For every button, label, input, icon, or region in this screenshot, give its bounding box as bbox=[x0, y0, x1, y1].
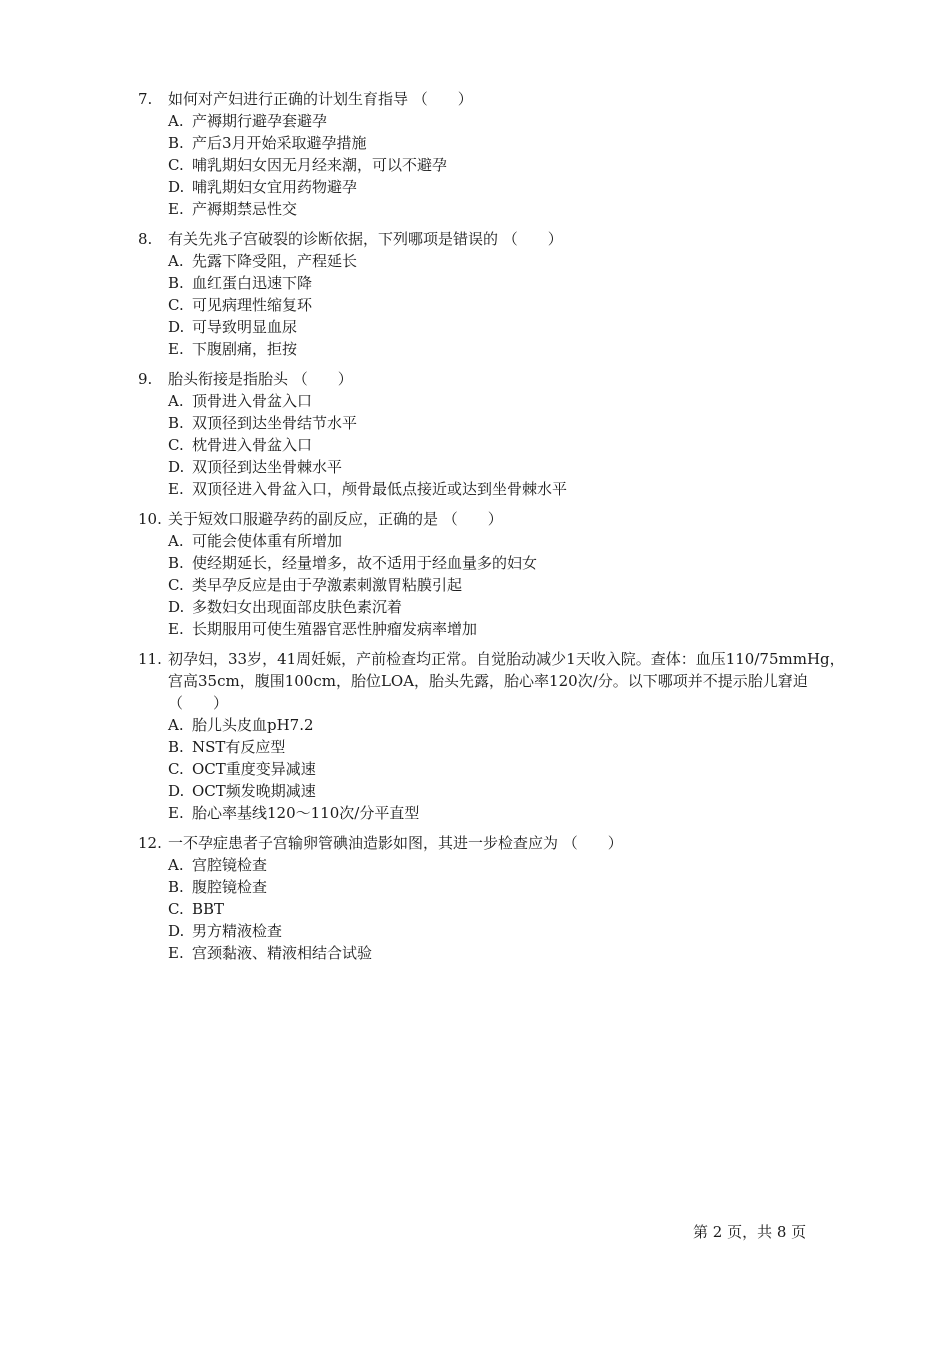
option-text: OCT频发晚期减速 bbox=[192, 782, 316, 800]
option-b bbox=[168, 552, 850, 574]
option-e bbox=[168, 618, 850, 640]
question-stem: 如何对产妇进行正确的计划生育指导 （ ） bbox=[168, 90, 473, 108]
option-label: E. bbox=[168, 620, 184, 638]
question-stem: 初孕妇，33岁，41周妊娠，产前检查均正常。自觉胎动减少1天收入院。查体：血压110/75mmHg，宫高35cm，腹围100cm，胎位LOA，胎头先露，胎心率120次/分。以下哪项并不提示胎儿窘迫 （ ） bbox=[168, 650, 845, 712]
option-a bbox=[168, 250, 850, 272]
option-text: 腹腔镜检查 bbox=[192, 878, 268, 896]
option-text: 产后3月开始采取避孕措施 bbox=[192, 134, 367, 152]
option-label: A. bbox=[168, 392, 184, 410]
option-e bbox=[168, 478, 850, 500]
option-text: 产褥期禁忌性交 bbox=[192, 200, 298, 218]
option-list bbox=[168, 854, 850, 964]
question-stem: 胎头衔接是指胎头 （ ） bbox=[168, 370, 353, 388]
option-a bbox=[168, 714, 850, 736]
option-label: C. bbox=[168, 436, 184, 454]
option-text: 先露下降受阻，产程延长 bbox=[192, 252, 358, 270]
option-label: A. bbox=[168, 716, 184, 734]
option-list bbox=[168, 714, 850, 824]
option-text: 男方精液检查 bbox=[192, 922, 283, 940]
option-text: 双顶径到达坐骨棘水平 bbox=[192, 458, 343, 476]
question-number: 12. bbox=[138, 834, 162, 852]
question-list bbox=[138, 88, 850, 972]
question-number: 7. bbox=[138, 90, 153, 108]
option-b bbox=[168, 736, 850, 758]
option-label: B. bbox=[168, 414, 184, 432]
option-label: D. bbox=[168, 782, 185, 800]
option-c bbox=[168, 898, 850, 920]
option-e bbox=[168, 942, 850, 964]
option-text: 胎心率基线120～110次/分平直型 bbox=[192, 804, 420, 822]
option-c bbox=[168, 154, 850, 176]
option-label: C. bbox=[168, 900, 184, 918]
page-number-footer: 第 2 页，共 8 页 bbox=[693, 1223, 807, 1241]
option-label: C. bbox=[168, 576, 184, 594]
option-text: 双顶径到达坐骨结节水平 bbox=[192, 414, 358, 432]
option-label: B. bbox=[168, 554, 184, 572]
option-c bbox=[168, 574, 850, 596]
option-label: D. bbox=[168, 178, 185, 196]
option-label: E. bbox=[168, 944, 184, 962]
question-10 bbox=[138, 508, 850, 640]
option-text: 顶骨进入骨盆入口 bbox=[192, 392, 313, 410]
option-label: C. bbox=[168, 296, 184, 314]
option-label: D. bbox=[168, 922, 185, 940]
question-number: 8. bbox=[138, 230, 153, 248]
option-label: B. bbox=[168, 134, 184, 152]
option-label: A. bbox=[168, 112, 184, 130]
option-text: 胎儿头皮血pH7.2 bbox=[192, 716, 314, 734]
question-stem: 关于短效口服避孕药的副反应，正确的是 （ ） bbox=[168, 510, 503, 528]
question-number: 11. bbox=[138, 650, 162, 668]
option-a bbox=[168, 854, 850, 876]
option-list bbox=[168, 530, 850, 640]
option-label: D. bbox=[168, 318, 185, 336]
option-text: 宫颈黏液、精液相结合试验 bbox=[192, 944, 373, 962]
option-text: 可导致明显血尿 bbox=[192, 318, 298, 336]
option-label: D. bbox=[168, 598, 185, 616]
question-9 bbox=[138, 368, 850, 500]
option-text: 可见病理性缩复环 bbox=[192, 296, 313, 314]
option-text: 宫腔镜检查 bbox=[192, 856, 268, 874]
option-label: D. bbox=[168, 458, 185, 476]
option-e bbox=[168, 198, 850, 220]
option-d bbox=[168, 316, 850, 338]
option-d bbox=[168, 780, 850, 802]
option-text: 多数妇女出现面部皮肤色素沉着 bbox=[192, 598, 403, 616]
option-text: BBT bbox=[192, 900, 225, 918]
option-label: C. bbox=[168, 156, 184, 174]
option-b bbox=[168, 412, 850, 434]
question-number: 9. bbox=[138, 370, 153, 388]
option-label: B. bbox=[168, 274, 184, 292]
option-text: 哺乳期妇女因无月经来潮，可以不避孕 bbox=[192, 156, 448, 174]
question-stem: 一不孕症患者子宫输卵管碘油造影如图，其进一步检查应为 （ ） bbox=[168, 834, 623, 852]
question-7 bbox=[138, 88, 850, 220]
option-label: E. bbox=[168, 340, 184, 358]
option-text: 下腹剧痛，拒按 bbox=[192, 340, 298, 358]
option-label: E. bbox=[168, 480, 184, 498]
option-label: A. bbox=[168, 856, 184, 874]
option-text: 血红蛋白迅速下降 bbox=[192, 274, 313, 292]
question-8 bbox=[138, 228, 850, 360]
option-a bbox=[168, 530, 850, 552]
option-label: A. bbox=[168, 532, 184, 550]
option-e bbox=[168, 802, 850, 824]
option-d bbox=[168, 456, 850, 478]
option-text: OCT重度变异减速 bbox=[192, 760, 316, 778]
option-text: 长期服用可使生殖器官恶性肿瘤发病率增加 bbox=[192, 620, 478, 638]
option-text: 双顶径进入骨盆入口，颅骨最低点接近或达到坐骨棘水平 bbox=[192, 480, 568, 498]
question-12 bbox=[138, 832, 850, 964]
question-stem: 有关先兆子宫破裂的诊断依据，下列哪项是错误的 （ ） bbox=[168, 230, 563, 248]
option-d bbox=[168, 920, 850, 942]
option-text: 枕骨进入骨盆入口 bbox=[192, 436, 313, 454]
question-number: 10. bbox=[138, 510, 162, 528]
option-text: 产褥期行避孕套避孕 bbox=[192, 112, 328, 130]
option-text: 使经期延长，经量增多，故不适用于经血量多的妇女 bbox=[192, 554, 538, 572]
option-a bbox=[168, 110, 850, 132]
option-c bbox=[168, 758, 850, 780]
option-a bbox=[168, 390, 850, 412]
option-list bbox=[168, 390, 850, 500]
option-b bbox=[168, 272, 850, 294]
option-d bbox=[168, 596, 850, 618]
option-label: B. bbox=[168, 878, 184, 896]
option-text: 类早孕反应是由于孕激素刺激胃粘膜引起 bbox=[192, 576, 463, 594]
option-b bbox=[168, 876, 850, 898]
option-list bbox=[168, 110, 850, 220]
option-e bbox=[168, 338, 850, 360]
option-label: B. bbox=[168, 738, 184, 756]
option-text: 哺乳期妇女宜用药物避孕 bbox=[192, 178, 358, 196]
option-list bbox=[168, 250, 850, 360]
question-11 bbox=[138, 648, 850, 824]
option-label: C. bbox=[168, 760, 184, 778]
option-c bbox=[168, 294, 850, 316]
option-d bbox=[168, 176, 850, 198]
option-c bbox=[168, 434, 850, 456]
option-label: E. bbox=[168, 200, 184, 218]
option-label: E. bbox=[168, 804, 184, 822]
option-label: A. bbox=[168, 252, 184, 270]
option-text: NST有反应型 bbox=[192, 738, 286, 756]
option-b bbox=[168, 132, 850, 154]
option-text: 可能会使体重有所增加 bbox=[192, 532, 343, 550]
